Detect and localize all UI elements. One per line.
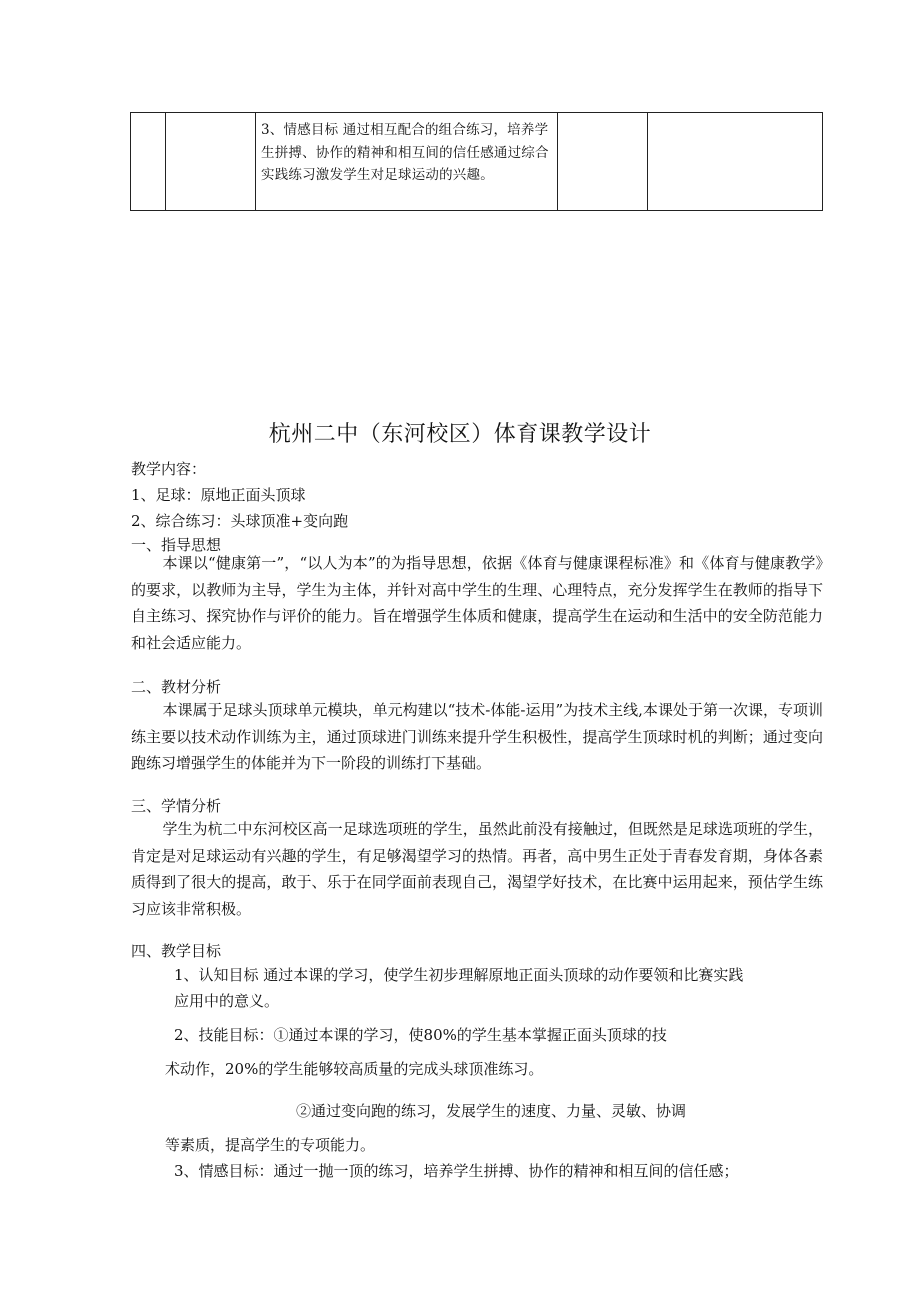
goal-skill-line-2: 术动作，20%的学生能够较高质量的完成头球顶准练习。 (165, 1060, 544, 1078)
table-cell-empty (166, 113, 256, 211)
section-heading-guiding-thought: 一、指导思想 (131, 536, 222, 554)
section-body-student-analysis: 学生为杭二中东河校区高一足球选项班的学生，虽然此前没有接触过，但既然是足球选项班的学生，肯定是对足球运动有兴趣的学生，有足够渴望学习的热情。再者，高中男生正处于青春发育期，身体各素质得到了很大的提高，敢于、乐于在同学面前表现自己，渴望学好技术，在比赛中运用起来，预估学生练习应该非常积极。 (131, 820, 823, 918)
content-item-1: 1、足球：原地正面头顶球 (131, 486, 306, 504)
goal-skill-line-3: ②通过变向跑的练习，发展学生的速度、力量、灵敏、协调 (296, 1102, 687, 1120)
table-cell-empty (558, 113, 648, 211)
emotional-goal-cell: 3、情感目标 通过相互配合的组合练习，培养学生拼搏、协作的精神和相互间的信任感通过综合实践练习激发学生对足球运动的兴趣。 (256, 113, 558, 211)
section-heading-student-analysis: 三、学情分析 (131, 797, 222, 815)
section-body-material-analysis: 本课属于足球头顶球单元模块，单元构建以“技术-体能-运用”为技术主线,本课处于第一次课，专项训练主要以技术动作训练为主，通过顶球进门训练来提升学生积极性，提高学生顶球时机的判断；通过变向跑练习增强学生的体能并为下一阶段的训练打下基础。 (131, 701, 823, 772)
section-heading-material-analysis: 二、教材分析 (131, 678, 222, 696)
section-body-guiding-thought: 本课以“健康第一”，“以人为本”的为指导思想，依据《体育与健康课程标准》和《体育与健康教学》的要求，以教师为主导，学生为主体，并针对高中学生的生理、心理特点，充分发挥学生在教师的指导下自主练习、探究协作与评价的能力。旨在增强学生体质和健康，提高学生在运动和生活中的安全防范能力和社会适应能力。 (131, 554, 823, 652)
section-heading-teaching-goals: 四、教学目标 (131, 942, 222, 960)
content-item-2: 2、综合练习：头球顶准+变向跑 (131, 512, 349, 530)
page-title: 杭州二中（东河校区）体育课教学设计 (268, 422, 652, 447)
table-row (131, 113, 823, 211)
goal-skill-line-4: 等素质，提高学生的专项能力。 (165, 1136, 376, 1154)
table-cell-empty (131, 113, 166, 211)
content-heading: 教学内容： (131, 460, 207, 478)
lesson-plan-table-fragment (130, 112, 823, 211)
goal-skill-line-1: 2、技能目标：①通过本课的学习，使80%的学生基本掌握正面头顶球的技 (174, 1026, 667, 1044)
goal-emotional-line-1: 3、情感目标：通过一抛一顶的练习，培养学生拼搏、协作的精神和相互间的信任感； (174, 1162, 739, 1180)
table-cell-empty (648, 113, 823, 211)
goal-cognitive-line-2: 应用中的意义。 (174, 992, 280, 1010)
goal-cognitive-line-1: 1、认知目标 通过本课的学习，使学生初步理解原地正面头顶球的动作要领和比赛实践 (174, 966, 744, 984)
